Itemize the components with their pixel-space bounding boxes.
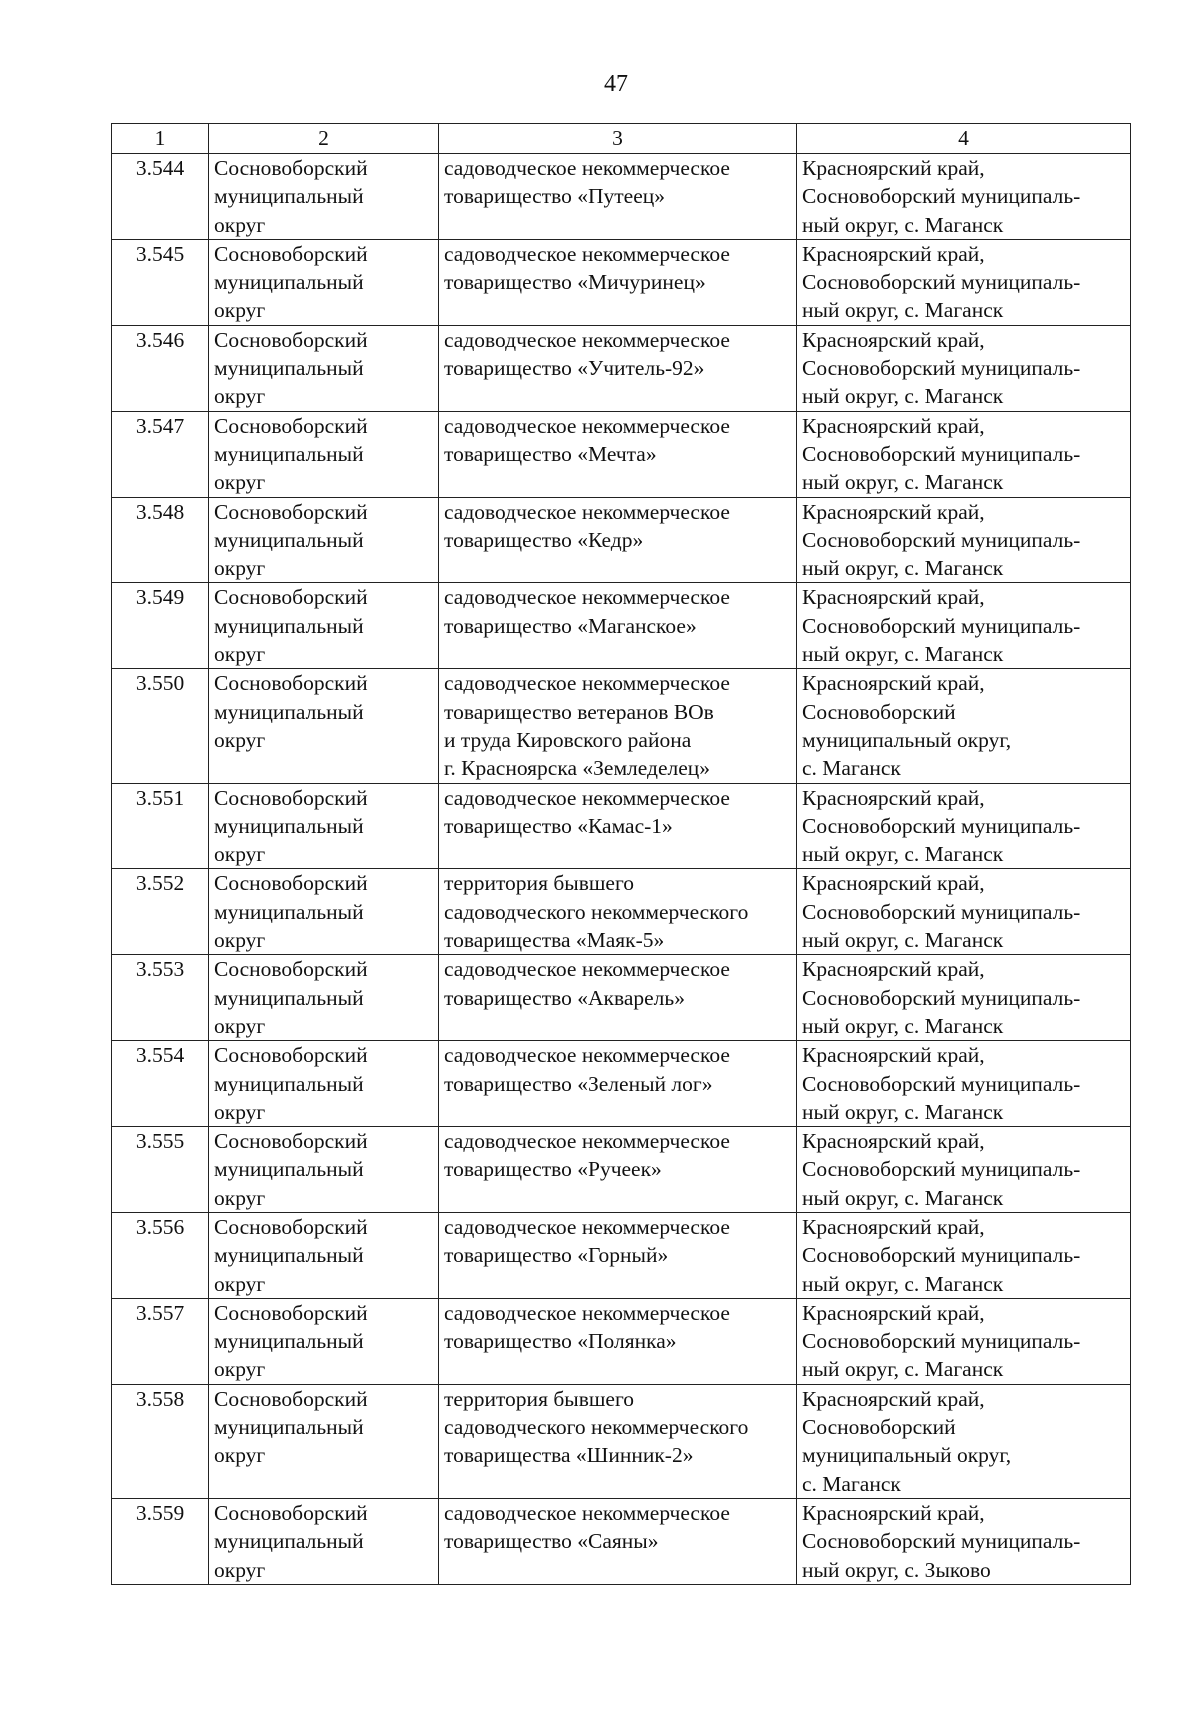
address-line: Красноярский край, [802, 1129, 985, 1154]
district-line: муниципальный [214, 699, 364, 724]
address-line: с. Маганск [802, 756, 901, 781]
address-line: Красноярский край, [802, 156, 985, 180]
name-cell [439, 955, 797, 1041]
district-line: муниципальный [214, 356, 364, 381]
address-cell [797, 869, 1131, 955]
table-row [112, 411, 1131, 497]
address-line: Сосновоборский [802, 699, 956, 724]
table-body [112, 154, 1131, 1585]
district-line: муниципальный [214, 899, 364, 924]
address-cell [797, 1384, 1131, 1498]
row-number-cell: 3.547 [112, 411, 209, 497]
row-number-cell: 3.556 [112, 1212, 209, 1298]
address-line: Красноярский край, [802, 499, 985, 524]
name-line: товарищество «Мичуринец» [444, 270, 706, 295]
district-line: округ [214, 1185, 266, 1210]
name-line: садоводческое некоммерческое [444, 671, 730, 696]
row-number-cell: 3.553 [112, 955, 209, 1041]
address-line: Сосновоборский муниципаль- [802, 813, 1081, 838]
name-line: садоводческого некоммерческого [444, 899, 749, 924]
district-cell [209, 783, 439, 869]
table-row [112, 1498, 1131, 1584]
name-line: товарищество «Путеец» [444, 184, 665, 209]
name-line: садоводческое некоммерческое [444, 585, 730, 610]
name-cell [439, 154, 797, 240]
district-line: Сосновоборский [214, 1214, 368, 1239]
name-cell [439, 239, 797, 325]
district-line: муниципальный [214, 985, 364, 1010]
district-line: муниципальный [214, 813, 364, 838]
name-line: товарищество ветеранов ВОв [444, 699, 714, 724]
name-cell [439, 869, 797, 955]
district-cell [209, 669, 439, 783]
row-number-cell: 3.552 [112, 869, 209, 955]
address-line: ный округ, с. Маганск [802, 1013, 1004, 1038]
district-line: округ [214, 727, 266, 752]
name-line: садоводческое некоммерческое [444, 241, 730, 266]
table-row [112, 783, 1131, 869]
table-row [112, 669, 1131, 783]
address-line: Сосновоборский муниципаль- [802, 356, 1081, 381]
district-line: Сосновоборский [214, 1386, 368, 1411]
name-cell [439, 1041, 797, 1127]
address-line: Красноярский край, [802, 1300, 985, 1325]
address-line: Красноярский край, [802, 785, 985, 810]
address-line: ный округ, с. Маганск [802, 1185, 1004, 1210]
district-line: Сосновоборский [214, 957, 368, 982]
district-line: муниципальный [214, 1071, 364, 1096]
district-line: Сосновоборский [214, 1043, 368, 1068]
address-cell [797, 325, 1131, 411]
name-line: и труда Кировского района [444, 727, 692, 752]
table-row [112, 1041, 1131, 1127]
row-number-cell: 3.544 [112, 154, 209, 240]
table-row [112, 1384, 1131, 1498]
address-cell [797, 669, 1131, 783]
name-line: садоводческого некоммерческого [444, 1415, 749, 1440]
address-cell [797, 583, 1131, 669]
district-line: Сосновоборский [214, 585, 368, 610]
name-cell [439, 583, 797, 669]
address-line: ный округ, с. Зыково [802, 1557, 991, 1582]
name-cell [439, 1127, 797, 1213]
district-line: муниципальный [214, 1157, 364, 1182]
page-number: 47 [604, 71, 628, 97]
district-line: Сосновоборский [214, 671, 368, 696]
name-cell [439, 1212, 797, 1298]
district-line: Сосновоборский [214, 327, 368, 352]
address-line: Красноярский край, [802, 1214, 985, 1239]
name-cell [439, 783, 797, 869]
name-line: товарищества «Шинник-2» [444, 1443, 694, 1468]
district-cell [209, 1041, 439, 1127]
name-cell [439, 1498, 797, 1584]
district-cell [209, 1384, 439, 1498]
address-cell [797, 239, 1131, 325]
name-line: садоводческое некоммерческое [444, 327, 730, 352]
address-line: с. Маганск [802, 1471, 901, 1496]
district-line: Сосновоборский [214, 413, 368, 438]
address-line: Сосновоборский муниципаль- [802, 1071, 1081, 1096]
district-line: муниципальный [214, 270, 364, 295]
district-line: округ [214, 1557, 266, 1582]
table-row [112, 154, 1131, 240]
district-cell [209, 325, 439, 411]
district-cell [209, 239, 439, 325]
name-line: товарищество «Мечта» [444, 441, 657, 466]
address-line: ный округ, с. Маганск [802, 1271, 1004, 1296]
address-line: Сосновоборский муниципаль- [802, 527, 1081, 552]
district-line: округ [214, 842, 266, 867]
district-line: Сосновоборский [214, 241, 368, 266]
district-cell [209, 154, 439, 240]
column-header-1: 1 [112, 124, 209, 154]
name-line: садоводческое некоммерческое [444, 1214, 730, 1239]
name-line: товарищество «Зеленый лог» [444, 1071, 713, 1096]
address-line: ный округ, с. Маганск [802, 212, 1004, 237]
name-cell [439, 669, 797, 783]
district-line: округ [214, 212, 266, 237]
address-line: Сосновоборский муниципаль- [802, 441, 1081, 466]
address-line: Красноярский край, [802, 1500, 985, 1525]
address-line: ный округ, с. Маганск [802, 928, 1004, 953]
district-cell [209, 1498, 439, 1584]
district-line: муниципальный [214, 1415, 364, 1440]
name-line: товарищество «Учитель-92» [444, 356, 705, 381]
name-cell [439, 325, 797, 411]
name-line: товарищество «Камас-1» [444, 813, 673, 838]
district-line: округ [214, 1271, 266, 1296]
name-line: садоводческое некоммерческое [444, 957, 730, 982]
address-line: ный округ, с. Маганск [802, 1357, 1004, 1382]
table-row [112, 1212, 1131, 1298]
column-header-4: 4 [797, 124, 1131, 154]
district-line: Сосновоборский [214, 1300, 368, 1325]
district-line: Сосновоборский [214, 1129, 368, 1154]
district-line: округ [214, 1357, 266, 1382]
district-cell [209, 1298, 439, 1384]
row-number-cell: 3.548 [112, 497, 209, 583]
address-cell [797, 1298, 1131, 1384]
district-line: округ [214, 928, 266, 953]
district-cell [209, 1212, 439, 1298]
name-line: товарищество «Саяны» [444, 1529, 659, 1554]
district-line: округ [214, 470, 266, 495]
name-cell [439, 497, 797, 583]
address-line: Сосновоборский муниципаль- [802, 184, 1081, 209]
address-line: Красноярский край, [802, 241, 985, 266]
address-line: Красноярский край, [802, 1043, 985, 1068]
address-cell [797, 411, 1131, 497]
row-number-cell: 3.555 [112, 1127, 209, 1213]
district-line: Сосновоборский [214, 1500, 368, 1525]
table-row [112, 583, 1131, 669]
address-line: Сосновоборский муниципаль- [802, 1329, 1081, 1354]
row-number-cell: 3.551 [112, 783, 209, 869]
district-line: муниципальный [214, 1529, 364, 1554]
table-header [112, 124, 1131, 154]
table-row [112, 1298, 1131, 1384]
address-line: муниципальный округ, [802, 1443, 1012, 1468]
district-line: округ [214, 1443, 266, 1468]
name-line: садоводческое некоммерческое [444, 499, 730, 524]
name-line: г. Красноярска «Земледелец» [444, 756, 711, 781]
address-cell [797, 783, 1131, 869]
address-line: ный округ, с. Маганск [802, 642, 1004, 667]
address-line: Сосновоборский муниципаль- [802, 899, 1081, 924]
name-line: садоводческое некоммерческое [444, 156, 730, 180]
district-cell [209, 497, 439, 583]
row-number-cell: 3.549 [112, 583, 209, 669]
name-cell [439, 411, 797, 497]
name-line: садоводческое некоммерческое [444, 413, 730, 438]
address-cell [797, 955, 1131, 1041]
address-line: муниципальный округ, [802, 727, 1012, 752]
district-line: муниципальный [214, 1329, 364, 1354]
row-number-cell: 3.559 [112, 1498, 209, 1584]
table-row [112, 497, 1131, 583]
address-line: ный округ, с. Маганск [802, 842, 1004, 867]
name-line: территория бывшего [444, 871, 634, 896]
address-line: Сосновоборский муниципаль- [802, 613, 1081, 638]
registry-table [111, 123, 1131, 1585]
district-line: муниципальный [214, 613, 364, 638]
district-line: округ [214, 642, 266, 667]
district-cell [209, 1127, 439, 1213]
table-row [112, 1127, 1131, 1213]
district-cell [209, 869, 439, 955]
row-number-cell: 3.558 [112, 1384, 209, 1498]
table-row [112, 239, 1131, 325]
name-line: товарищества «Маяк-5» [444, 928, 665, 953]
district-line: округ [214, 384, 266, 409]
name-cell [439, 1384, 797, 1498]
address-line: Сосновоборский муниципаль- [802, 1243, 1081, 1268]
table-row [112, 869, 1131, 955]
address-line: Сосновоборский муниципаль- [802, 985, 1081, 1010]
name-line: садоводческое некоммерческое [444, 1129, 730, 1154]
address-cell [797, 497, 1131, 583]
name-cell [439, 1298, 797, 1384]
district-line: Сосновоборский [214, 499, 368, 524]
name-line: территория бывшего [444, 1386, 634, 1411]
address-line: Красноярский край, [802, 671, 985, 696]
address-line: Сосновоборский муниципаль- [802, 1157, 1081, 1182]
address-line: ный округ, с. Маганск [802, 298, 1004, 323]
district-line: Сосновоборский [214, 785, 368, 810]
column-header-3: 3 [439, 124, 797, 154]
name-line: садоводческое некоммерческое [444, 1043, 730, 1068]
row-number-cell: 3.546 [112, 325, 209, 411]
district-cell [209, 411, 439, 497]
name-line: товарищество «Маганское» [444, 613, 697, 638]
row-number-cell: 3.545 [112, 239, 209, 325]
name-line: садоводческое некоммерческое [444, 785, 730, 810]
address-cell [797, 1041, 1131, 1127]
district-line: муниципальный [214, 441, 364, 466]
district-line: округ [214, 556, 266, 581]
name-line: товарищество «Полянка» [444, 1329, 677, 1354]
district-line: Сосновоборский [214, 871, 368, 896]
name-line: садоводческое некоммерческое [444, 1500, 730, 1525]
table-row [112, 955, 1131, 1041]
name-line: товарищество «Кедр» [444, 527, 644, 552]
address-line: ный округ, с. Маганск [802, 384, 1004, 409]
district-line: муниципальный [214, 527, 364, 552]
address-line: Сосновоборский муниципаль- [802, 1529, 1081, 1554]
district-line: Сосновоборский [214, 156, 368, 180]
address-cell [797, 154, 1131, 240]
district-line: округ [214, 1099, 266, 1124]
row-number-cell: 3.550 [112, 669, 209, 783]
header-row [112, 124, 1131, 154]
district-line: округ [214, 298, 266, 323]
address-line: Красноярский край, [802, 327, 985, 352]
address-line: Сосновоборский [802, 1415, 956, 1440]
district-line: муниципальный [214, 184, 364, 209]
table-row [112, 325, 1131, 411]
row-number-cell: 3.557 [112, 1298, 209, 1384]
row-number-cell: 3.554 [112, 1041, 209, 1127]
address-line: Красноярский край, [802, 413, 985, 438]
address-line: Красноярский край, [802, 1386, 985, 1411]
district-line: округ [214, 1013, 266, 1038]
column-header-2: 2 [209, 124, 439, 154]
district-cell [209, 583, 439, 669]
name-line: товарищество «Ручеек» [444, 1157, 662, 1182]
address-line: Красноярский край, [802, 871, 985, 896]
address-line: Красноярский край, [802, 585, 985, 610]
name-line: товарищество «Горный» [444, 1243, 669, 1268]
name-line: садоводческое некоммерческое [444, 1300, 730, 1325]
address-cell [797, 1498, 1131, 1584]
address-line: ный округ, с. Маганск [802, 1099, 1004, 1124]
address-line: Красноярский край, [802, 957, 985, 982]
address-line: Сосновоборский муниципаль- [802, 270, 1081, 295]
name-line: товарищество «Акварель» [444, 985, 685, 1010]
district-cell [209, 955, 439, 1041]
district-line: муниципальный [214, 1243, 364, 1268]
address-line: ный округ, с. Маганск [802, 556, 1004, 581]
address-line: ный округ, с. Маганск [802, 470, 1004, 495]
address-cell [797, 1212, 1131, 1298]
address-cell [797, 1127, 1131, 1213]
